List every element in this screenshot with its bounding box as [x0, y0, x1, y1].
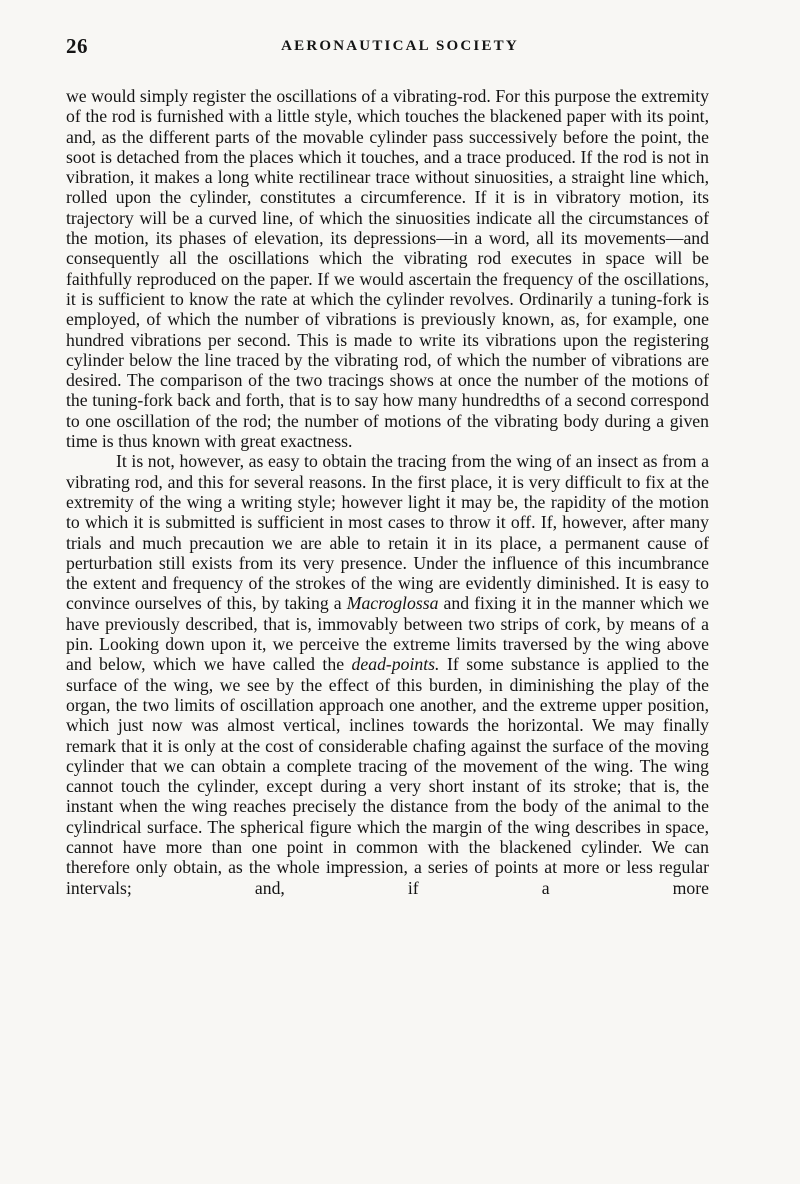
paragraph-2-part-1: It is not, however, as easy to obtain the tracing from the wing of an insect as from a vibrating rod, and this for several reasons. In the first place, it is very difficult to fix at the extremity of the wing a writing style; however light it may be, the rapidity of the motion to which it is submitted is sufficient in most cases to throw it off. If, however, after many trials and much precaution we are able to retain it in its place, a permanent cause of perturbation still exists from its very presence. Under the influence of this incumbrance the extent and frequency of the strokes of the wing are evidently diminished. It is easy to convince ourselves of this, by taking a: [66, 451, 709, 614]
dead-points-term: dead-points.: [351, 654, 440, 675]
paragraph-2: [66, 451, 709, 898]
paragraph-2-part-3: If some substance is applied to the surface of the wing, we see by the effect of this burden, in diminishing the play of the organ, the two limits of oscillation approach one another, and the extreme upper position, which just now was almost vertical, inclines towards the horizontal. We may finally remark that it is only at the cost of considerable chafing against the surface of the moving cylinder that we can obtain a complete tracing of the movement of the wing. The wing cannot touch the cylinder, except during a very short instant of its stroke; that is, the instant when the wing reaches precisely the distance from the body of the animal to the cylindrical surface. The spherical figure which the margin of the wing describes in space, cannot have more than one point in common with the blackened cylinder. We can therefore only obtain, as the whole impression, a series of points at more or less regular intervals; and, if a more: [66, 654, 709, 898]
running-head: AERONAUTICAL SOCIETY: [281, 38, 519, 54]
body-text: [66, 86, 709, 898]
page-number: 26: [66, 34, 88, 58]
species-name: Macroglossa: [346, 593, 439, 614]
paragraph-1: we would simply register the oscillations of a vibrating-rod. For this purpose the extremity of the rod is furnished with a little style, which touches the blackened paper with its point, and, as the different parts of the movable cylinder pass successively before the point, the soot is detached from the places which it touches, and a trace produced. If the rod is not in vibration, it makes a long white rectilinear trace without sinuosities, a straight line which, rolled upon the cylinder, constitutes a circumference. If it is in vibratory motion, its trajectory will be a curved line, of which the sinuosities indicate all the circumstances of the motion, its phases of elevation, its depressions—in a word, all its movements—and consequently all the oscillations which the vibrating rod executes in space will be faithfully reproduced on the paper. If we would ascertain the frequency of the oscillations, it is sufficient to know the rate at which the cylinder revolves. Ordinarily a tuning-fork is employed, of which the number of vibrations is previously known, as, for example, one hundred vibrations per second. This is made to write its vibrations upon the registering cylinder below the line traced by the vibrating rod, of which the number of vibrations are desired. The comparison of the two tracings shows at once the number of the motions of the tuning-fork back and forth, that is to say how many hundredths of a second correspond to one oscillation of the rod; the number of motions of the vibrating body during a given time is thus known with great exactness.: [66, 86, 709, 452]
paragraph-2-part-2: and fixing it in the manner which we have previously described, that is, immovably between two strips of cork, by means of a pin. Looking down upon it, we perceive the extreme limits traversed by the wing above and below, which we have called the: [66, 593, 709, 675]
page-header: [66, 34, 734, 58]
